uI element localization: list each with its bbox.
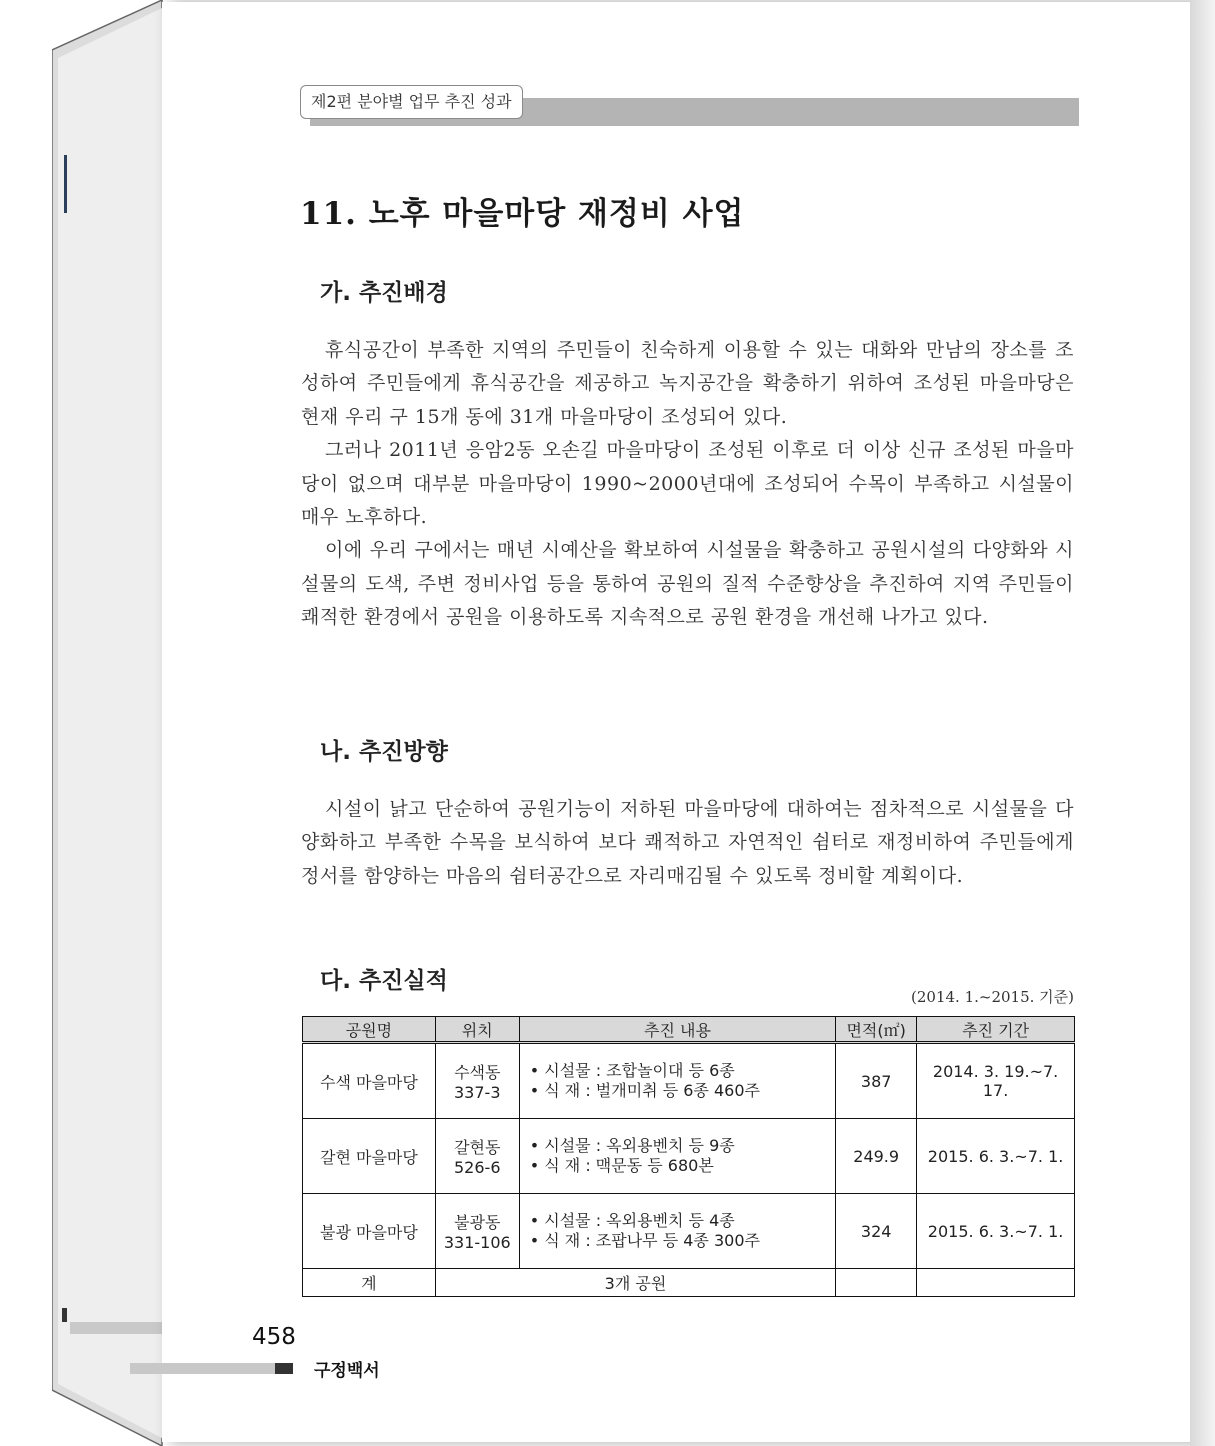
location-cell (435, 1194, 519, 1269)
footer-bar-marker (275, 1363, 293, 1374)
footer-bar (130, 1363, 275, 1374)
paragraph: 시설이 낡고 단순하여 공원기능이 저하된 마을마당에 대하여는 점차적으로 시설물을 다양화하고 부족한 수목을 보식하여 보다 쾌적하고 자연적인 쉼터로 재정비하여 주민들에게 정서를 함양하는 마음의 쉼터공간으로 자리매김될 수 있도록 정비할 계획이다. (301, 798, 1074, 887)
location-number: 337-3 (454, 1083, 501, 1102)
park-name-cell: 갈현 마을마당 (303, 1119, 436, 1194)
chapter-title: 11. 노후 마을마당 재정비 사업 (300, 196, 745, 232)
location-number: 331-106 (443, 1233, 511, 1252)
period-cell: 2014. 3. 19.~7. 17. (917, 1043, 1075, 1119)
plants-line: • 식 재 : 벌개미취 등 6종 460주 (529, 1081, 760, 1100)
table-header-row (303, 1017, 1075, 1043)
paragraph: 휴식공간이 부족한 지역의 주민들이 친숙하게 이용할 수 있는 대화와 만남의 장소를 조성하여 주민들에게 휴식공간을 제공하고 녹지공간을 확충하기 위하여 조성된 마을마당은 현재 우리 구 15개 동에 31개 마을마당이 조성되어 있다. (301, 339, 1074, 428)
section-body-direction (301, 793, 1074, 893)
content-cell (519, 1119, 835, 1194)
location-dong: 수색동 (454, 1063, 501, 1082)
page-number: 458 (252, 1324, 296, 1350)
column-header: 면적(㎡) (836, 1017, 917, 1043)
period-cell: 2015. 6. 3.~7. 1. (917, 1194, 1075, 1269)
total-period-cell (917, 1269, 1075, 1297)
table-total-row (303, 1269, 1075, 1297)
facility-line: • 시설물 : 옥외용벤치 등 4종 (529, 1211, 735, 1230)
period-cell: 2015. 6. 3.~7. 1. (917, 1119, 1075, 1194)
location-number: 526-6 (454, 1158, 501, 1177)
section-tab: 제2편 분야별 업무 추진 성과 (300, 85, 523, 119)
content-cell (519, 1043, 835, 1119)
park-name-cell: 불광 마을마당 (303, 1194, 436, 1269)
total-area-cell (836, 1269, 917, 1297)
total-content-cell: 3개 공원 (435, 1269, 835, 1297)
plants-line: • 식 재 : 조팝나무 등 4종 300주 (529, 1231, 760, 1250)
content-cell (519, 1194, 835, 1269)
table-row (303, 1043, 1075, 1119)
facility-line: • 시설물 : 조합놀이대 등 6종 (529, 1061, 735, 1080)
table-row (303, 1194, 1075, 1269)
page-edge (1190, 0, 1215, 1446)
book-spine (52, 0, 164, 1446)
area-cell: 387 (836, 1043, 917, 1119)
column-header: 추진 기간 (917, 1017, 1075, 1043)
total-label-cell: 계 (303, 1269, 436, 1297)
section-body-background (301, 334, 1074, 635)
location-cell (435, 1043, 519, 1119)
section-heading-results: 다. 추진실적 (320, 968, 448, 994)
location-dong: 불광동 (454, 1213, 501, 1232)
area-cell: 249.9 (836, 1119, 917, 1194)
results-table (302, 1016, 1075, 1297)
location-cell (435, 1119, 519, 1194)
section-heading-direction: 나. 추진방향 (320, 739, 448, 765)
column-header: 추진 내용 (519, 1017, 835, 1043)
location-dong: 갈현동 (454, 1138, 501, 1157)
paragraph: 그러나 2011년 응암2동 오손길 마을마당이 조성된 이후로 더 이상 신규 조성된 마을마당이 없으며 대부분 마을마당이 1990~2000년대에 조성되어 수목이 부족하고 시설물이 매우 노후하다. (301, 439, 1074, 529)
footer-book-title: 구정백서 (314, 1361, 380, 1381)
section-heading-background: 가. 추진배경 (320, 280, 448, 306)
plants-line: • 식 재 : 맥문동 등 680본 (529, 1156, 714, 1175)
facility-line: • 시설물 : 옥외용벤치 등 9종 (529, 1136, 735, 1155)
area-cell: 324 (836, 1194, 917, 1269)
book-spine-graphic (52, 0, 164, 1446)
park-name-cell: 수색 마을마당 (303, 1043, 436, 1119)
basis-period-note: (2014. 1.~2015. 기준) (911, 988, 1074, 1006)
column-header: 공원명 (303, 1017, 436, 1043)
paragraph: 이에 우리 구에서는 매년 시예산을 확보하여 시설물을 확충하고 공원시설의 다양화와 시설물의 도색, 주변 정비사업 등을 통하여 공원의 질적 수준향상을 추진하여 지역 주민들이 쾌적한 환경에서 공원을 이용하도록 지속적으로 공원 환경을 개선해 나가고 있다. (301, 539, 1074, 629)
table-row (303, 1119, 1075, 1194)
column-header: 위치 (435, 1017, 519, 1043)
